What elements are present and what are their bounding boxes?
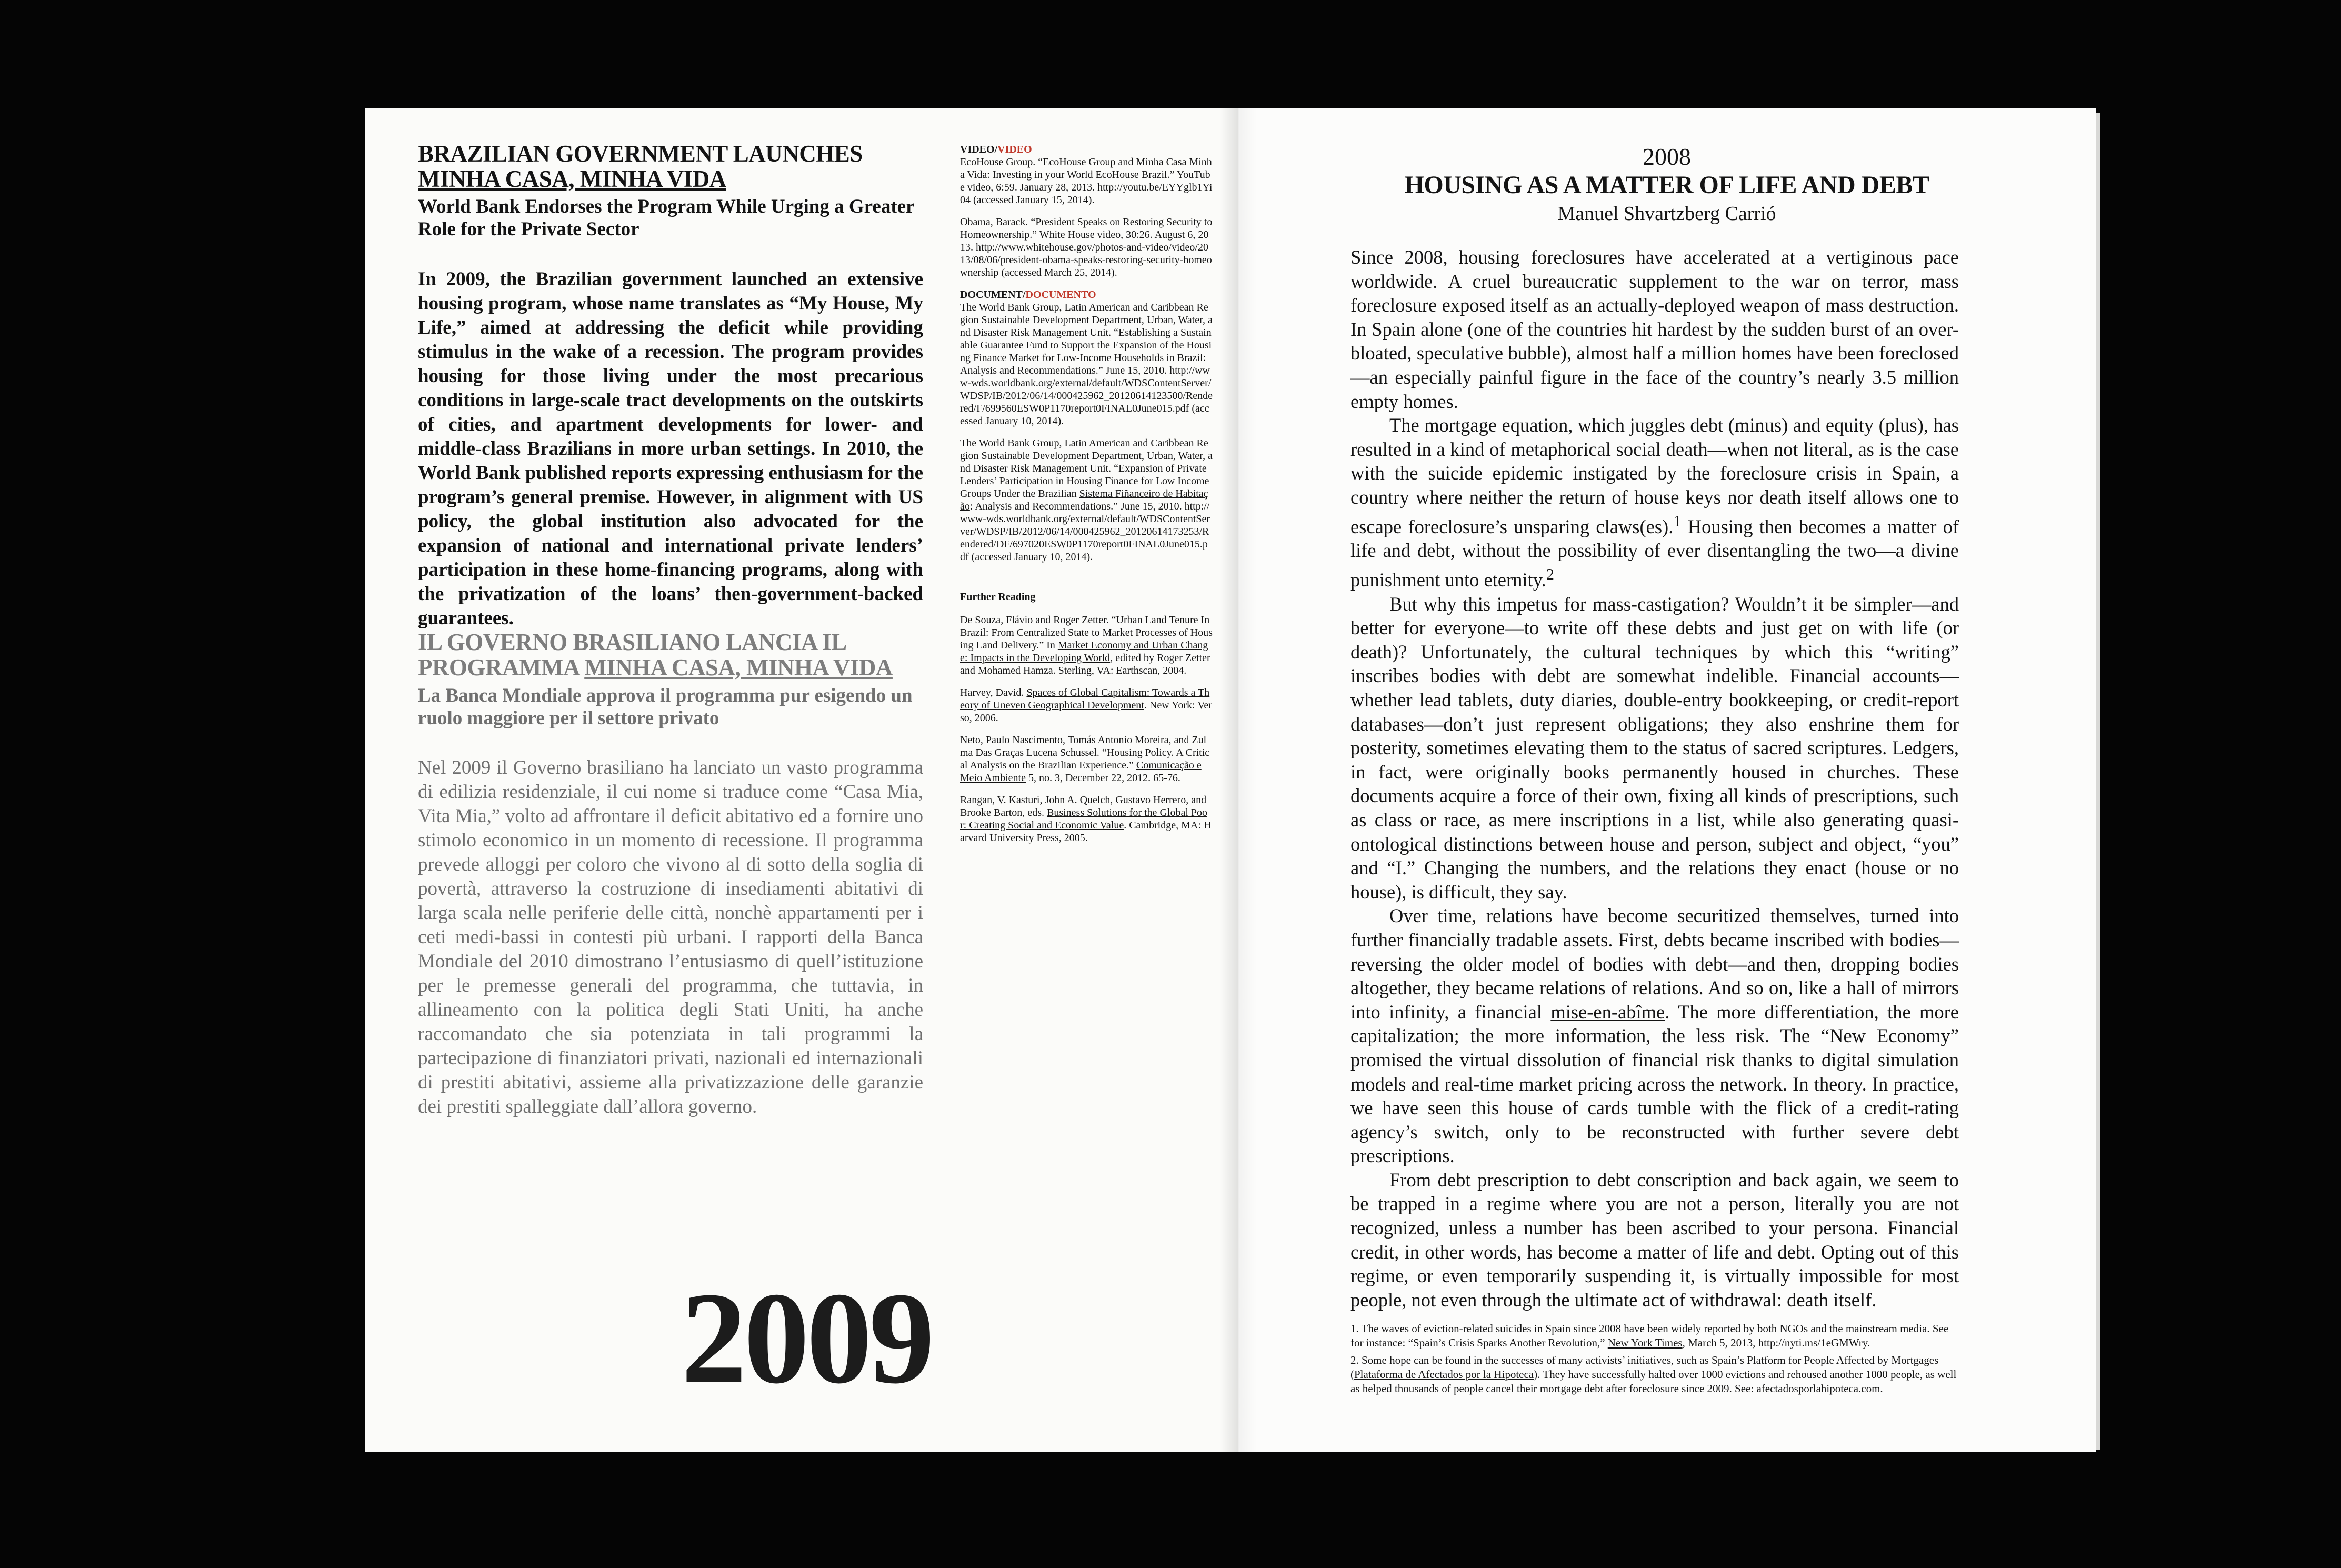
footnote-text: , March 5, 2013, http://nyti.ms/1eGMWry.: [1682, 1336, 1870, 1349]
document-heading-it: DOCUMENTO: [1025, 289, 1096, 301]
footnote: [1350, 1353, 1959, 1396]
reference-text: : Analysis and Recommendations.” June 15, 2010. http://www-wds.worldbank.org/external/default/WDSContentServer/WDSP/IB/2012/06/14/000425962_20120614173253/Rendered/DF/697020ESW0P1170report0FINAL0June015.pdf (accessed January 10, 2014).: [960, 501, 1210, 563]
footnote-text: 2. Some hope can be found in the successes of many activists’ initiatives, such as Spain’s Platform for People Affected by Mortgages (: [1350, 1354, 1939, 1381]
reference-text: The World Bank Group, Latin American and Caribbean Region Sustainable Development Department, Urban, Water, and Disaster Risk Management Unit. “Expansion of Private Lenders’ Participation in Housing Finance for Low Income Groups Under the Brazilian: [960, 437, 1213, 500]
paragraph-text: The mortgage equation, which juggles debt (minus) and equity (plus), has resulted in a kind of metaphorical social death—when not literal, as is the case with the suicide epidemic instigated by the foreclosure crisis in Spain, a country where neither the return of house keys nor death itself allows one to escape foreclosure’s unsparing claws(es).: [1350, 414, 1959, 537]
reading-item: [960, 734, 1213, 784]
footnotes: [1350, 1322, 1959, 1399]
reading-title: Market Economy and Urban Change: Impacts in the Developing World: [960, 640, 1208, 664]
video-heading-it: VIDEO: [997, 144, 1032, 155]
article-author: Manuel Shvartzberg Carrió: [1557, 203, 1776, 225]
reading-title: Business Solutions for the Global Poor: Creating Social and Economic Value: [960, 807, 1207, 831]
year-numeral: 2009: [681, 1265, 932, 1411]
reference-item: [960, 437, 1213, 563]
english-subheadline: World Bank Endorses the Program While Urging a Greater Role for the Private Sector: [418, 196, 914, 240]
paragraph: But why this impetus for mass-castigation? Wouldn’t it be simpler—and better for everyone—to write off these debts and just get on with life (or death)? Unfortunately, the cultural techniques by which this “writing” inscribes bodies with debt are somewhat indelible. Financial accounts—whether lead tablets, duty diaries, double-entry bookkeeping, or credit-report databases—don’t just represent obligations; they also enshrine them for posterity, sometimes elevating them to the status of sacred scriptures. Ledgers, in fact, were originally books permanently housed in churches. These documents acquire a force of their own, fixing all kinds of prescriptions, such as class or race, as mere inscriptions in a list, while also generating quasi-ontological distinctions between house and person, subject and object, “you” and “I.” Changing the numbers, and the relations they enact (house or no house), is difficult, they say.: [1350, 593, 1959, 903]
italian-headline-text: IL GOVERNO BRASILIANO LANCIA IL PROGRAMMA: [418, 629, 846, 681]
reading-text: . New York: Verso, 2006.: [960, 700, 1212, 724]
english-headline: [418, 141, 923, 192]
book-gutter: [1220, 108, 1257, 1452]
english-headline-program-name: MINHA CASA, MINHA VIDA: [418, 166, 726, 192]
footnote-text: ). They have successfully halted over 1000 evictions and rehoused another 1000 people, as well as helped thousands of people cancel their mortgage debt after foreclosure since 2009. See: afectadosporlahipoteca.com.: [1350, 1368, 1957, 1395]
paragraph: [1350, 904, 1959, 1168]
reading-item: [960, 614, 1213, 677]
italian-body: Nel 2009 il Governo brasiliano ha lanciato un vasto programma di edilizia residenziale, il cui nome si traduce come “Casa Mia, Vita Mia,” volto ad affrontare il deficit abitativo ed a fornire uno stimolo economico in un momento di recessione. Il programma prevede alloggi per coloro che vivono al di sotto della soglia di povertà, attraverso la costruzione di insediamenti abitativi di larga scala nelle periferie delle città, nonchè appartamenti per i ceti medi-bassi in contesti più urbani. I rapporti della Banca Mondiale del 2010 dimostrano l’entusiasmo di quell’istituzione per le premesse generali del programma, che tuttavia, in allineamento con la politica degli Stati Uniti, ha anche raccomandato che sia potenziata in tali programmi la partecipazione di finanziatori privati, nazionali ed internazionali di prestiti abitativi, assieme alla privatizzazione delle garanzie dei prestiti spalleggiate dall’allora governo.: [418, 757, 923, 1117]
paragraph: Since 2008, housing foreclosures have accelerated at a vertiginous pace worldwide. A cruel bureaucratic supplement to the war on terror, mass foreclosure exposed itself as an actually-deployed weapon of mass destruction. In Spain alone (one of the countries hit hardest by the sudden burst of an over-bloated, speculative bubble), almost half a million homes have been foreclosed—an especially painful figure in the face of the country’s nearly 3.5 million empty homes.: [1350, 246, 1959, 412]
page-stack-edge: [2096, 113, 2100, 1450]
footnote-marker: 2: [1546, 565, 1554, 583]
reading-text: Neto, Paulo Nascimento, Tomás Antonio Moreira, and Zulma Das Graças Lucena Schussel. “Housing Policy. A Critical Analysis on the Brazilian Experience.”: [960, 734, 1210, 771]
paragraph: From debt prescription to debt conscription and back again, we seem to be trapped in a regime where you are not a person, literally you are not recognized, unless a number has been ascribed to your persona. Financial credit, in other words, has become a matter of life and debt. Opting out of this regime, or even temporarily suspending it, is virtually impossible for most people, not even through the ultimate act of withdrawal: death itself.: [1350, 1168, 1959, 1311]
left-page: [365, 108, 1238, 1452]
article-body: [1350, 245, 1959, 1312]
document-heading: [960, 288, 1213, 301]
reading-item: [960, 686, 1213, 724]
paragraph-text: Over time, relations have become securitized themselves, turned into further financially tradable assets. First, debts became inscribed with bodies—reversing the older model of bodies with debt—and then, dropping bodies altogether, they became relations of relations. And so on, like a hall of mirrors into infinity, a financial: [1350, 905, 1959, 1023]
emphasized-term: mise-en-abîme: [1550, 1001, 1665, 1023]
reading-text: . Cambridge, MA: Harvard University Press, 2005.: [960, 820, 1212, 844]
right-page: [1238, 108, 2096, 1452]
italian-subheadline: La Banca Mondiale approva il programma pur esigendo un ruolo maggiore per il settore privato: [418, 685, 913, 729]
footnote: [1350, 1322, 1959, 1350]
article-year: 2008: [1643, 143, 1691, 170]
footnote-text: 1. The waves of eviction-related suicides in Spain since 2008 have been widely reported by both NGOs and the mainstream media. See for instance: “Spain’s Crisis Sparks Another Revolution,”: [1350, 1322, 1949, 1349]
reference-link: Sistema Fiñanceiro de Habitação: [960, 488, 1208, 512]
footnote-source: Plataforma de Afectados por la Hipoteca: [1354, 1368, 1534, 1381]
references-column: [960, 143, 1213, 854]
reading-text: Harvey, David.: [960, 687, 1027, 698]
reading-text: Rangan, V. Kasturi, John A. Quelch, Gustavo Herrero, and Brooke Barton, eds.: [960, 794, 1207, 818]
reading-title: Spaces of Global Capitalism: Towards a Theory of Uneven Geographical Development: [960, 687, 1210, 711]
paragraph: [1350, 413, 1959, 592]
footnote-marker: 1: [1673, 512, 1682, 530]
reference-item: Obama, Barack. “President Speaks on Restoring Security to Homeownership.” White House video, 30:26. August 6, 2013. http://www.whitehouse.gov/photos-and-video/video/2013/08/06/president-obama-speaks-restoring-security-homeownership (accessed March 25, 2014).: [960, 216, 1213, 278]
article-title: HOUSING AS A MATTER OF LIFE AND DEBT: [1404, 171, 1929, 199]
video-heading: [960, 143, 1213, 156]
italian-headline: [418, 630, 923, 680]
document-heading-en: DOCUMENT/: [960, 289, 1026, 301]
paragraph-text: Housing then becomes a matter of life and debt, without the possibility of ever disentangling the two—a divine punishment unto eternity.: [1350, 515, 1959, 591]
english-body: In 2009, the Brazilian government launched an extensive housing program, whose name translates as “My House, My Life,” aimed at addressing the deficit while providing stimulus in the wake of a recession. The program provides housing for those living under the most precarious conditions in large-scale tract developments on the outskirts of cities, and apartment developments for lower- and middle-class Brazilians in more urban settings. In 2010, the World Bank published reports expressing enthusiasm for the program’s general premise. However, in alignment with US policy, the global institution also advocated for the expansion of national and international private lenders’ participation in these home-financing programs, along with the privatization of the loans’ then-government-backed guarantees.: [418, 268, 923, 629]
reading-text: De Souza, Flávio and Roger Zetter. “Urban Land Tenure In Brazil: From Centralized State to Market Processes of Housing Land Delivery.” In: [960, 614, 1213, 651]
reading-title: Comunicação e Meio Ambiente: [960, 760, 1202, 784]
paragraph-text: . The more differentiation, the more capitalization; the more information, the less risk. The “New Economy” promised the virtual dissolution of financial risk thanks to digital simulation models and real-time market pricing across the network. In theory. In practice, we have seen this house of cards tumble with the flick of a credit-rating agency’s switch, only to be reconstructed with further severe debt prescriptions.: [1350, 1001, 1959, 1167]
video-heading-en: VIDEO/: [960, 144, 998, 155]
reading-text: , edited by Roger Zetter and Mohamed Hamza. Sterling, VA: Earthscan, 2004.: [960, 652, 1210, 676]
further-reading-heading: Further Reading: [960, 591, 1036, 603]
footnote-source: New York Times: [1607, 1336, 1683, 1349]
reference-item: The World Bank Group, Latin American and Caribbean Region Sustainable Development Department, Urban, Water, and Disaster Risk Management Unit. “Establishing a Sustainable Guarantee Fund to Support the Expansion of the Housing Finance Market for Low-Income Households in Brazil: Analysis and Recommendations.” June 15, 2010. http://www-wds.worldbank.org/external/default/WDSContentServer/WDSP/IB/2012/06/14/000425962_20120614123500/Rendered/F/699560ESW0P1170report0FINAL0June015.pdf (accessed January 10, 2014).: [960, 302, 1213, 427]
reading-text: 5, no. 3, December 22, 2012. 65-76.: [1025, 772, 1180, 784]
reference-item: EcoHouse Group. “EcoHouse Group and Minha Casa Minha Vida: Investing in your World EcoHouse Brazil.” YouTube video, 6:59. January 28, 2013. http://youtu.be/EYYglb1Yi04 (accessed January 15, 2014).: [960, 156, 1213, 206]
italian-headline-program-name: MINHA CASA, MINHA VIDA: [584, 654, 893, 681]
english-headline-text: BRAZILIAN GOVERNMENT LAUNCHES: [418, 141, 863, 167]
reading-item: [960, 794, 1213, 844]
